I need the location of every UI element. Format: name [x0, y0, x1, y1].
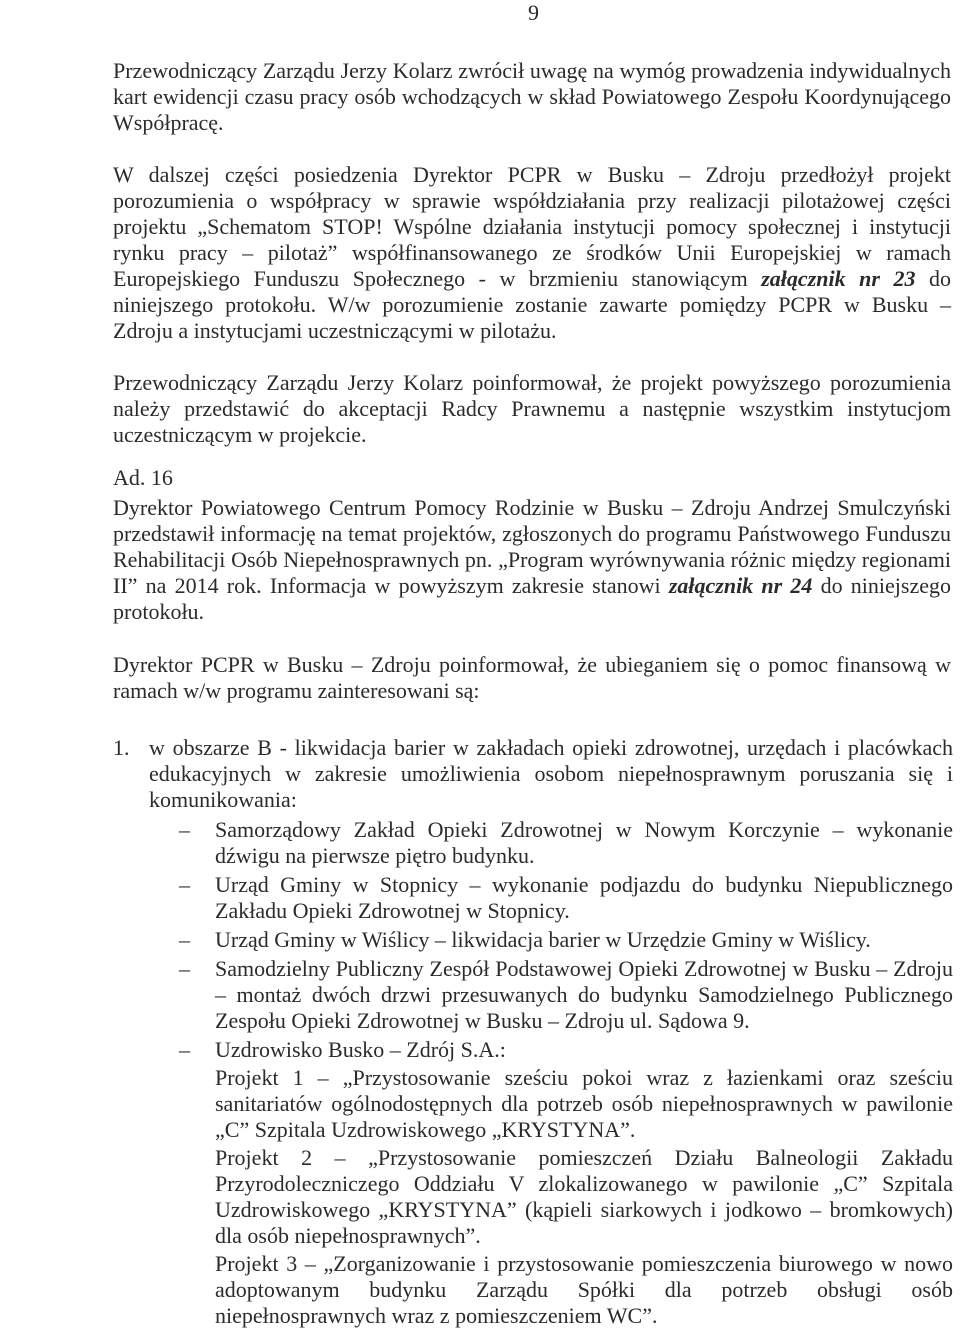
paragraph-5: Dyrektor PCPR w Busku – Zdroju poinformował, że ubieganiem się o pomoc finansową w ramach w/w programu zainteresowani są:	[113, 652, 951, 703]
paragraph-2	[113, 162, 951, 344]
dash-bullet: –	[179, 956, 190, 981]
paragraph-4-text-a: Dyrektor Powiatowego Centrum Pomocy Rodzinie w Busku – Zdroju Andrzej Smulczyński przedstawił informację na temat projektów, zgłoszonych do programu Państwowego Funduszu Rehabilitacji Osób Niepełnosprawnych pn. „Program wyrównywania różnic między regionami II” na 2014 rok. Informacja w powyższym zakresie stanowi	[113, 495, 951, 598]
sub-list-item	[179, 956, 953, 1034]
sub-list-item	[179, 817, 953, 869]
project-3-description: Projekt 3 – „Zorganizowanie i przystosowanie pomieszczenia biurowego w nowo adoptowanym budynku Zarządu Spółki dla potrzeb obsługi osób niepełnosprawnych wraz z pomieszczeniem WC”.	[215, 1251, 953, 1328]
paragraph-4	[113, 495, 951, 625]
list-item-1-text: w obszarze B - likwidacja barier w zakładach opieki zdrowotnej, urzędach i placówkach edukacyjnych w zakresie umożliwienia osobom niepełnosprawnym poruszania się i komunikowania:	[149, 735, 953, 812]
project-1-description: Projekt 1 – „Przystosowanie sześciu pokoi wraz z łazienkami oraz sześciu sanitariatów ogólnodostępnych dla potrzeb osób niepełnosprawnych w pawilonie „C” Szpitala Uzdrowiskowego „KRYSTYNA”.	[215, 1065, 953, 1142]
sub-list-item	[179, 1037, 953, 1329]
list-item-1	[113, 735, 953, 1332]
sub-list-item-text: Samorządowy Zakład Opieki Zdrowotnej w Nowym Korczynie – wykonanie dźwigu na pierwsze piętro budynku.	[215, 817, 953, 868]
numbered-list	[113, 735, 953, 1332]
dash-bullet: –	[179, 872, 190, 897]
sub-list-item	[179, 927, 953, 953]
list-item-number: 1.	[113, 735, 130, 760]
dash-bullet: –	[179, 817, 190, 842]
dash-bullet: –	[179, 927, 190, 952]
dash-bullet: –	[179, 1037, 190, 1062]
section-heading-ad-16: Ad. 16	[113, 465, 173, 490]
paragraph-3: Przewodniczący Zarządu Jerzy Kolarz poinformował, że projekt powyższego porozumienia należy przedstawić do akceptacji Radcy Prawnemu a następnie wszystkim instytucjom uczestniczącym w projekcie.	[113, 370, 951, 447]
paragraph-2-text-b: do niniejszego protokołu. W/w porozumienie zostanie zawarte pomiędzy PCPR w Busku – Zdroju a instytucjami uczestniczącymi w pilotażu.	[113, 266, 951, 343]
attachment-24-reference: załącznik nr 24	[668, 573, 813, 598]
project-2-description: Projekt 2 – „Przystosowanie pomieszczeń Działu Balneologii Zakładu Przyrodoleczniczego Oddziału V zlokalizowanego w pawilonie „C” Szpitala Uzdrowiskowego „KRYSTYNA” (kąpieli siarkowych i jodkowo – bromkowych) dla osób niepełnosprawnych”.	[215, 1145, 953, 1248]
sub-list-item-text: Urząd Gminy w Stopnicy – wykonanie podjazdu do budynku Niepublicznego Zakładu Opieki Zdrowotnej w Stopnicy.	[215, 872, 953, 923]
paragraph-2-text-a: W dalszej części posiedzenia Dyrektor PCPR w Busku – Zdroju przedłożył projekt porozumienia o współpracy w sprawie współdziałania przy realizacji pilotażowej części projektu „Schematom STOP! Wspólne działania instytucji pomocy społecznej i instytucji rynku pracy – pilotaż” współfinansowanego ze środków Unii Europejskiej w ramach Europejskiego Funduszu Społecznego - w brzmieniu stanowiącym	[113, 162, 951, 291]
sub-list-item	[179, 872, 953, 924]
sub-list	[179, 817, 953, 1329]
sub-list-item-text: Uzdrowisko Busko – Zdrój S.A.:	[215, 1037, 506, 1062]
paragraph-1: Przewodniczący Zarządu Jerzy Kolarz zwrócił uwagę na wymóg prowadzenia indywidualnych kart ewidencji czasu pracy osób wchodzących w skład Powiatowego Zespołu Koordynującego Współpracę.	[113, 58, 951, 135]
attachment-23-reference: załącznik nr 23	[761, 266, 916, 291]
sub-list-item-text: Urząd Gminy w Wiślicy – likwidacja barier w Urzędzie Gminy w Wiślicy.	[215, 927, 871, 952]
paragraph-4-text-b: do niniejszego protokołu.	[113, 573, 951, 624]
sub-list-item-text: Samodzielny Publiczny Zespół Podstawowej Opieki Zdrowotnej w Busku – Zdroju – montaż dwóch drzwi przesuwanych do budynku Samodzielnego Publicznego Zespołu Opieki Zdrowotnej w Busku – Zdroju ul. Sądowa 9.	[215, 956, 953, 1033]
page-number: 9	[528, 0, 539, 25]
